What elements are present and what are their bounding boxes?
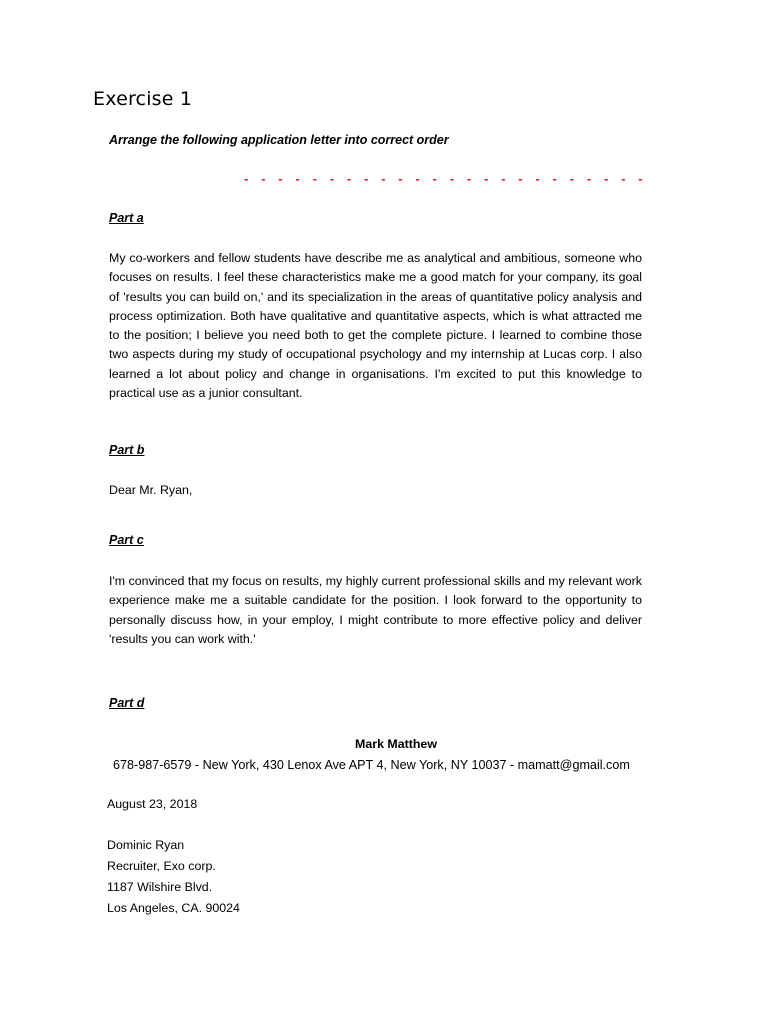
part-d-label: Part d (109, 696, 145, 710)
part-a-paragraph: My co-workers and fellow students have describe me as analytical and ambitious, someone who focuses on results. I feel these characteristics make me a good match for your company, its goal of 'results you can build on,' and its specialization in the areas of quantitative policy analysis and process optimization. Both have qualitative and quantitative aspects, which is what attracted me to the position; I believe you need both to get the complete picture. I learned to combine those two aspects during my study of occupational psychology and my internship at Lucas corp. I also learned a lot about policy and change in organisations. I'm excited to put this knowledge to practical use as a junior consultant. (109, 251, 642, 401)
part-a-label: Part a (109, 211, 144, 225)
separator-dashes: - - - - - - - - - - - - - - - - - - - - - - - - (244, 171, 648, 186)
part-c-label: Part c (109, 533, 144, 547)
sender-contact-line: 678-987-6579 - New York, 430 Lenox Ave APT 4, New York, NY 10037 - mamatt@gmail.com (113, 758, 630, 772)
part-b-salutation: Dear Mr. Ryan, (109, 483, 193, 497)
recipient-name: Dominic Ryan (107, 838, 185, 852)
sender-name: Mark Matthew (355, 737, 437, 751)
part-c-paragraph: I'm convinced that my focus on results, my highly current professional skills and my relevant work experience make me a suitable candidate for the position. I look forward to the opportunity to personally discuss how, in your employ, I might contribute to more effective policy and deliver 'results you can work with.' (109, 574, 642, 646)
part-b-label: Part b (109, 443, 145, 457)
recipient-city: Los Angeles, CA. 90024 (107, 901, 240, 915)
instruction-text: Arrange the following application letter into correct order (109, 133, 449, 147)
recipient-street: 1187 Wilshire Blvd. (107, 880, 213, 894)
exercise-title: Exercise 1 (93, 88, 193, 110)
letter-date: August 23, 2018 (107, 797, 198, 811)
recipient-title: Recruiter, Exo corp. (107, 859, 216, 873)
